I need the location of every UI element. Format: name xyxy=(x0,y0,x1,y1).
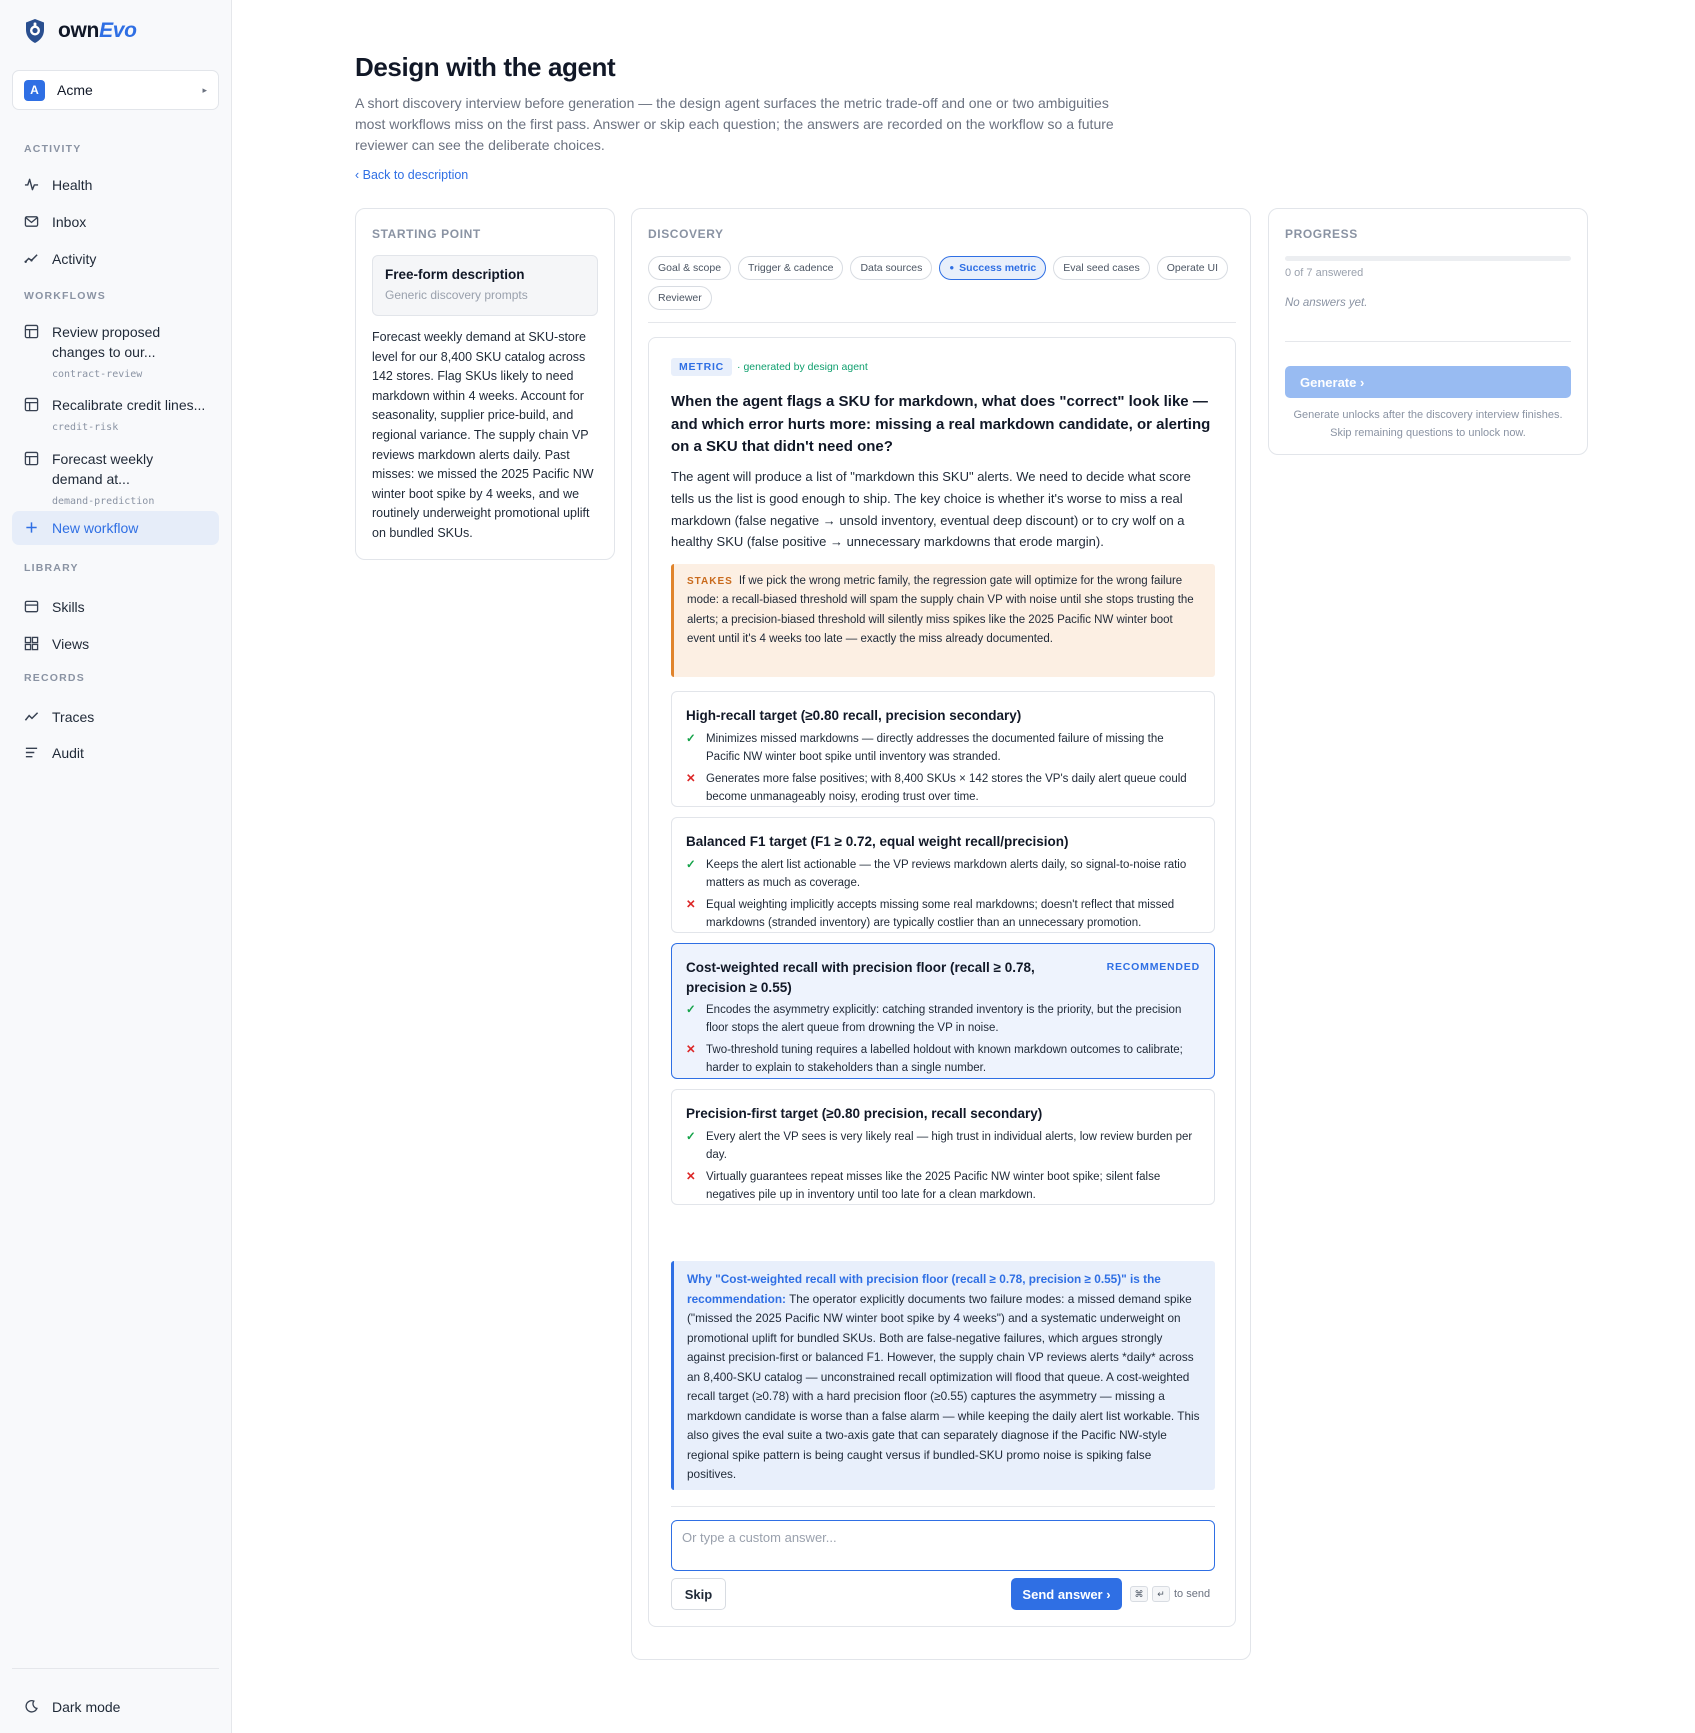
sidebar-item-views[interactable] xyxy=(12,628,219,660)
recommendation-rationale xyxy=(671,1261,1215,1490)
sidebar-item-label: Recalibrate credit lines... credit-risk xyxy=(52,395,205,438)
option-con: ✕ Virtually guarantees repeat misses like the 2025 Pacific NW winter boot spike; silent false negatives pile up in inventory until too late for a clean markdown. xyxy=(686,1168,1200,1204)
progress-card xyxy=(1268,208,1588,455)
option-pro: ✓ Every alert the VP sees is very likely real — high trust in individual alerts, low review burden per day. xyxy=(686,1128,1200,1164)
cross-icon: ✕ xyxy=(686,898,696,911)
sidebar-item-audit[interactable] xyxy=(12,737,219,769)
progress-count: 0 of 7 answered xyxy=(1285,267,1364,279)
template-title: Free-form description xyxy=(385,267,525,282)
sidebar-item-label: Review proposed changes to our... contract-review xyxy=(52,322,207,385)
brand-name: ownEvo xyxy=(58,19,137,42)
org-name: Acme xyxy=(57,82,93,98)
option-con: ✕ Generates more false positives; with 8,400 SKUs × 142 stores the VP's daily alert queue could become unmanageably noisy, eroding trust over time. xyxy=(686,770,1200,806)
page-title: Design with the agent xyxy=(355,52,616,82)
question-tags xyxy=(671,358,868,376)
check-icon: ✓ xyxy=(686,1130,696,1143)
starting-point-card xyxy=(355,208,615,560)
progress-bar xyxy=(1285,256,1571,261)
divider xyxy=(1285,341,1571,342)
section-library: LIBRARY xyxy=(24,562,79,574)
sidebar-item-workflow[interactable] xyxy=(12,316,219,391)
keyboard-shortcut-hint xyxy=(1130,1586,1210,1602)
sidebar-item-workflow[interactable] xyxy=(12,443,219,518)
sidebar-item-label: Health xyxy=(52,177,93,193)
traces-icon xyxy=(24,709,39,724)
starting-point-template[interactable] xyxy=(372,255,598,316)
check-icon: ✓ xyxy=(686,1004,696,1016)
tab-success-metric[interactable]: ● Success metric xyxy=(939,256,1046,280)
rationale-text: The operator explicitly documents two failure modes: a missed demand spike ("missed the 2025 Pacific NW winter boot spike by 4 weeks") and a systematic underweight on promotional uplift for bundled SKUs. Both are false-negative failures, which argues strongly against precision-first or balanced F1. However, the supply chain VP reviews alerts *daily* across an 8,400-SKU catalog — unconstrained recall optimization will flood that queue. A cost-weighted recall target (≥0.78) with a hard precision floor (≥0.55) captures the asymmetry — missing a markdown candidate is worse than a false alarm — while keeping the daily alert list workable. This also gives the eval suite a two-axis gate that can separately diagnose if the Pacific NW-style regional spike pattern is being caught versus if bundled-SKU promo noise is spiking false positives. xyxy=(687,1291,1200,1481)
cross-icon: ✕ xyxy=(686,1170,696,1183)
tab-operate-ui[interactable]: Operate UI xyxy=(1157,256,1228,280)
divider xyxy=(648,322,1236,323)
send-answer-button[interactable]: Send answer › xyxy=(1011,1578,1122,1610)
sidebar-item-activity[interactable] xyxy=(12,243,219,275)
section-activity: ACTIVITY xyxy=(24,143,82,155)
trend-icon xyxy=(24,251,39,266)
workflow-slug: contract-review xyxy=(52,369,143,380)
tab-trigger-cadence[interactable]: Trigger & cadence xyxy=(738,256,843,280)
dark-mode-toggle[interactable] xyxy=(12,1691,219,1723)
shortcut-text: to send xyxy=(1174,1588,1211,1600)
option-precision-first[interactable] xyxy=(671,1089,1215,1205)
option-title: Cost-weighted recall with precision floor (recall ≥ 0.78, precision ≥ 0.55) RECOMMENDED xyxy=(686,960,1200,995)
option-con: ✕ Equal weighting implicitly accepts missing some real markdowns; doesn't reflect that missed markdowns (stranded inventory) are typically costlier than an unnecessary promotion. xyxy=(686,896,1200,932)
option-balanced-f1[interactable] xyxy=(671,817,1215,933)
sidebar-item-label: Views xyxy=(52,636,90,652)
brand[interactable] xyxy=(24,18,137,44)
page-subtitle: A short discovery interview before generation — the design agent surfaces the metric trade-off and one or two ambiguities most workflows miss on the first pass. Answer or skip each question; the answers are recorded on the workflow so a future reviewer can see the deliberate choices. xyxy=(355,95,1114,153)
enter-key-icon: ↵ xyxy=(1152,1586,1170,1602)
option-con: ✕ Two-threshold tuning requires a labelled holdout with known markdown outcomes to calibrate; harder to explain to stakeholders than a single number. xyxy=(686,1041,1200,1077)
stakes-label: STAKES xyxy=(687,576,733,587)
metric-badge: METRIC xyxy=(671,358,732,376)
progress-label: PROGRESS xyxy=(1285,227,1358,241)
divider xyxy=(671,1506,1215,1507)
option-title: Balanced F1 target (F1 ≥ 0.72, equal weight recall/precision) xyxy=(686,834,1069,849)
recommended-badge: RECOMMENDED xyxy=(1106,961,1200,973)
grid-icon xyxy=(24,636,39,651)
sidebar-item-label: Traces xyxy=(52,709,95,725)
template-subtitle: Generic discovery prompts xyxy=(385,288,528,302)
check-icon: ✓ xyxy=(686,732,696,745)
pulse-icon xyxy=(24,177,39,192)
dark-mode-label: Dark mode xyxy=(52,1699,121,1715)
mail-icon xyxy=(24,214,39,229)
discovery-card xyxy=(631,208,1251,1660)
workflow-slug: demand-prediction xyxy=(52,496,155,507)
option-pro: ✓ Encodes the asymmetry explicitly: catching stranded inventory is the priority, but the precision floor stops the alert queue from drowning the VP in noise. xyxy=(686,1001,1200,1037)
section-records: RECORDS xyxy=(24,672,85,684)
table-icon xyxy=(24,324,39,339)
moon-icon xyxy=(24,1699,39,1714)
option-high-recall[interactable] xyxy=(671,691,1215,807)
back-to-description-link[interactable]: ‹ Back to description xyxy=(355,168,469,182)
table-icon xyxy=(24,397,39,412)
plus-icon xyxy=(24,520,39,535)
sidebar-item-workflow[interactable] xyxy=(12,389,219,444)
option-title: Precision-first target (≥0.80 precision, recall secondary) xyxy=(686,1106,1043,1121)
sidebar xyxy=(0,0,232,1733)
option-pro: ✓ Minimizes missed markdowns — directly addresses the documented failure of missing the Pacific NW winter boot spike until inventory was stranded. xyxy=(686,730,1200,766)
org-avatar: A xyxy=(24,80,45,101)
question-body: The agent will produce a list of "markdown this SKU" alerts. We need to decide what score tells us the list is good enough to ship. The key choice is whether it's worse to miss a real markdown (false negative → unsold inventory, eventual deep discount) or to cry wolf on a healthy SKU (false positive → unnecessary markdowns that erode margin). xyxy=(671,469,1191,550)
sidebar-item-label: Audit xyxy=(52,745,84,761)
sidebar-item-skills[interactable] xyxy=(12,591,219,623)
new-workflow-label: New workflow xyxy=(52,520,139,536)
starting-point-label: STARTING POINT xyxy=(372,227,481,241)
rationale-label: Why "Cost-weighted recall with precision floor (recall ≥ 0.78, precision ≥ 0.55)" is the recommendation: xyxy=(687,1272,1161,1306)
shield-logo-icon xyxy=(24,18,46,44)
option-cost-weighted-recall[interactable] xyxy=(671,943,1215,1079)
generated-by-label: · generated by design agent xyxy=(737,361,868,373)
tab-data-sources[interactable]: Data sources xyxy=(850,256,932,280)
question-card xyxy=(648,337,1236,1627)
sidebar-divider xyxy=(12,1668,219,1669)
section-workflows: WORKFLOWS xyxy=(24,290,106,302)
list-icon xyxy=(24,745,39,760)
org-switcher[interactable] xyxy=(12,70,219,110)
table-icon xyxy=(24,451,39,466)
question-title: When the agent flags a SKU for markdown, what does "correct" look like — and which error hurts more: missing a real markdown candidate, or alerting on a SKU that didn't need one? xyxy=(671,393,1211,455)
stakes-text: If we pick the wrong metric family, the regression gate will optimize for the wrong failure mode: a recall-biased threshold will spam the supply chain VP with noise until she stops trusting the alerts; a precision-biased threshold will silently miss spikes like the 2025 Pacific NW winter boot event until it's 4 weeks too late — exactly the miss already documented. xyxy=(687,575,1194,645)
check-icon: ✓ xyxy=(686,858,696,871)
skip-button[interactable]: Skip xyxy=(671,1578,726,1610)
workflow-description: Forecast weekly demand at SKU-store level for our 8,400 SKU catalog across 142 stores. Flag SKUs likely to need markdown within 4 weeks. Account for seasonality, supplier price-build, and regional variance. The supply chain VP reviews markdown alerts daily. Past misses: we missed the 2025 Pacific NW winter boot spike by 4 weeks, and we routinely underweight promotional uplift on bundled SKUs. xyxy=(372,330,594,540)
generate-note: Generate unlocks after the discovery interview finishes. Skip remaining questions to unlock now. xyxy=(1293,409,1563,439)
discovery-label: DISCOVERY xyxy=(648,227,724,241)
stakes-callout xyxy=(671,564,1215,677)
tab-reviewer[interactable]: Reviewer xyxy=(648,286,712,310)
tab-eval-seed-cases[interactable]: Eval seed cases xyxy=(1053,256,1149,280)
workflow-slug: credit-risk xyxy=(52,422,119,433)
sidebar-item-label: Inbox xyxy=(52,214,87,230)
option-title: High-recall target (≥0.80 recall, precision secondary) xyxy=(686,708,1022,723)
sidebar-item-inbox[interactable] xyxy=(12,206,219,238)
no-answers-text: No answers yet. xyxy=(1285,297,1368,309)
sidebar-item-label: Skills xyxy=(52,599,85,615)
option-pro: ✓ Keeps the alert list actionable — the VP reviews markdown alerts daily, so signal-to-noise ratio matters as much as coverage. xyxy=(686,856,1200,892)
custom-answer-input[interactable] xyxy=(671,1520,1215,1571)
discovery-tabs xyxy=(648,256,1238,310)
sidebar-item-label: Activity xyxy=(52,251,97,267)
new-workflow-button[interactable] xyxy=(12,511,219,545)
chevron-icon: ▸ xyxy=(202,84,207,95)
generate-button[interactable]: Generate › xyxy=(1285,366,1571,398)
tab-goal-scope[interactable]: Goal & scope xyxy=(648,256,731,280)
command-key-icon: ⌘ xyxy=(1130,1586,1148,1602)
cross-icon: ✕ xyxy=(686,772,696,785)
sidebar-item-health[interactable] xyxy=(12,169,219,201)
cross-icon: ✕ xyxy=(686,1044,696,1056)
sidebar-item-label: Forecast weekly demand at... demand-prediction xyxy=(52,449,207,512)
skills-icon xyxy=(24,599,39,614)
sidebar-item-traces[interactable] xyxy=(12,701,219,733)
